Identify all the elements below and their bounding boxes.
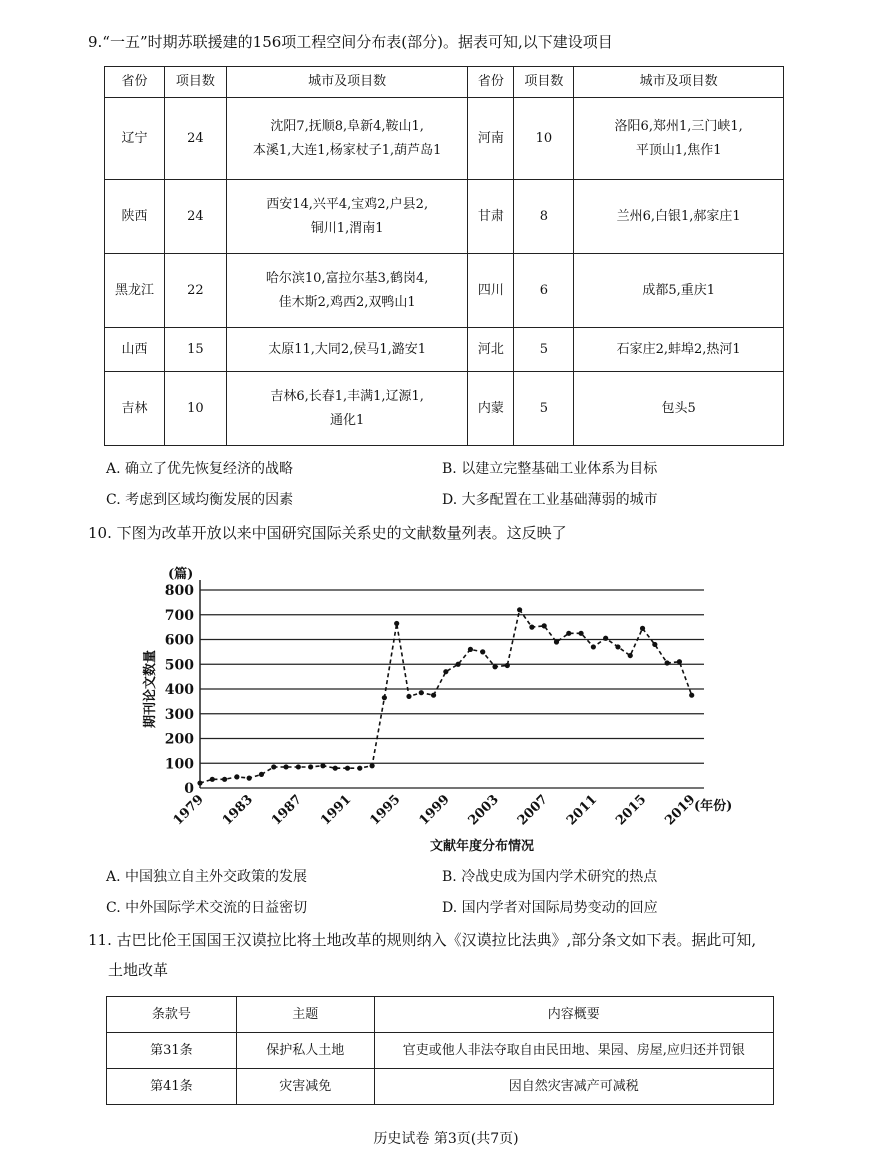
- x-tick-label: 1999: [416, 792, 453, 829]
- data-point: [259, 772, 264, 777]
- data-point: [542, 623, 547, 628]
- data-point: [222, 777, 227, 782]
- project-count-cell: [164, 328, 226, 372]
- x-tick-label: 2011: [563, 792, 601, 829]
- data-point: [296, 764, 301, 769]
- x-tick-label: 1995: [367, 792, 404, 829]
- cities-cell: [226, 180, 468, 254]
- project-count-cell-line: 22: [187, 282, 204, 298]
- data-point: [578, 631, 583, 636]
- province-cell-line: 陕西: [121, 208, 148, 224]
- q10-option-a[interactable]: A. 中国独立自主外交政策的发展: [106, 869, 308, 885]
- q10-option-b[interactable]: B. 冷战史成为国内学术研究的热点: [442, 869, 658, 885]
- province-cell-line: 四川: [477, 282, 504, 298]
- x-tick-label: 2003: [465, 792, 502, 829]
- province-cell: [468, 98, 514, 180]
- table-row: [105, 372, 784, 446]
- x-tick-label: 2007: [514, 792, 552, 829]
- y-tick-label: 800: [164, 583, 194, 599]
- q9-header-row: [105, 67, 784, 98]
- q11-stem: 11. 古巴比伦王国国王汉谟拉比将土地改革的规则纳入《汉谟拉比法典》,部分条文如下表。据此可知,: [88, 931, 757, 949]
- project-count-cell: [514, 328, 574, 372]
- data-point: [689, 693, 694, 698]
- y-tick-label: 200: [164, 731, 194, 748]
- table-row: [105, 328, 784, 372]
- province-cell-line: 山西: [121, 341, 148, 357]
- cities-cell-line: 沈阳7,抚顺8,阜新4,鞍山1,: [270, 118, 424, 134]
- data-point: [431, 693, 436, 698]
- cities-cell: [226, 98, 468, 180]
- q10-option-d[interactable]: D. 国内学者对国际局势变动的回应: [442, 900, 658, 916]
- project-count-cell-line: 5: [539, 400, 548, 416]
- province-cell: [468, 180, 514, 254]
- clause-topic: 保护私人土地: [236, 1033, 374, 1069]
- q9-option-a[interactable]: A. 确立了优先恢复经济的战略: [106, 461, 294, 477]
- data-point: [566, 631, 571, 636]
- cities-cell-line: 哈尔滨10,富拉尔基3,鹤岗4,: [265, 270, 429, 286]
- data-point: [652, 642, 657, 647]
- header-province: 省份: [468, 67, 514, 98]
- q11-header-row: [107, 997, 774, 1033]
- page-footer: 历史试卷 第3页(共7页): [373, 1131, 519, 1147]
- cities-cell-line: 本溪1,大连1,杨家杖子1,葫芦岛1: [252, 142, 442, 158]
- table-row: [107, 1069, 774, 1105]
- project-count-cell-line: 24: [187, 130, 204, 146]
- province-cell-line: 甘肃: [477, 208, 504, 224]
- data-point: [247, 776, 252, 781]
- cities-cell: [574, 180, 784, 254]
- x-tick-label: 1979: [170, 792, 207, 829]
- data-point: [283, 764, 288, 769]
- data-point: [480, 649, 485, 654]
- project-count-cell: [164, 98, 226, 180]
- x-tick-label: 2019: [662, 792, 699, 829]
- y-unit-label: (篇): [168, 567, 194, 582]
- header-topic: 主题: [236, 997, 374, 1033]
- q10-line-chart: [130, 552, 770, 862]
- clause-no: 第31条: [107, 1033, 237, 1069]
- data-point: [554, 639, 559, 644]
- q11-stem-continued: 土地改革: [108, 961, 169, 979]
- province-cell: [105, 254, 165, 328]
- data-point: [320, 763, 325, 768]
- project-count-cell-line: 10: [535, 130, 553, 146]
- cities-cell-line: 洛阳6,郑州1,三门峡1,: [614, 118, 743, 134]
- cities-cell-line: 平顶山1,焦作1: [635, 142, 722, 158]
- clause-content: 官吏或他人非法夺取自由民田地、果园、房屋,应归还并罚银: [374, 1033, 773, 1069]
- q10-stem: 10. 下图为改革开放以来中国研究国际关系史的文献数量列表。这反映了: [88, 524, 567, 542]
- data-point: [271, 764, 276, 769]
- project-count-cell: [164, 254, 226, 328]
- x-tick-label: 2015: [613, 792, 650, 829]
- data-point: [406, 694, 411, 699]
- data-point: [505, 663, 510, 668]
- q9-table: [104, 66, 784, 446]
- data-point: [591, 644, 596, 649]
- cities-cell-line: 兰州6,白银1,郝家庄1: [616, 208, 741, 224]
- data-point: [333, 766, 338, 771]
- clause-content: 因自然灾害减产可减税: [374, 1069, 773, 1105]
- y-tick-label: 600: [164, 632, 194, 649]
- province-cell-line: 河北: [477, 341, 504, 357]
- data-point: [308, 764, 313, 769]
- q9-option-b[interactable]: B. 以建立完整基础工业体系为目标: [442, 461, 658, 477]
- project-count-cell-line: 6: [539, 282, 548, 298]
- header-count: 项目数: [164, 67, 226, 98]
- q9-option-c[interactable]: C. 考虑到区域均衡发展的因素: [106, 492, 294, 508]
- data-point: [419, 690, 424, 695]
- cities-cell-line: 铜川1,渭南1: [310, 220, 384, 236]
- data-point: [492, 664, 497, 669]
- province-cell: [468, 328, 514, 372]
- x-tick-label: 1983: [219, 792, 256, 829]
- data-point: [382, 695, 387, 700]
- cities-cell: [574, 328, 784, 372]
- cities-cell-line: 吉林6,长春1,丰满1,辽源1,: [270, 388, 424, 404]
- q9-stem: 9.“一五”时期苏联援建的156项工程空间分布表(部分)。据表可知,以下建设项目: [88, 33, 613, 51]
- header-content: 内容概要: [374, 997, 773, 1033]
- province-cell: [468, 254, 514, 328]
- y-tick-label: 400: [164, 682, 194, 698]
- table-row: [105, 254, 784, 328]
- data-point: [677, 659, 682, 664]
- data-point: [665, 660, 670, 665]
- cities-cell-line: 成都5,重庆1: [642, 282, 715, 298]
- data-point: [234, 774, 239, 779]
- project-count-cell: [514, 98, 574, 180]
- cities-cell-line: 包头5: [661, 400, 696, 416]
- x-tick-label: 1987: [268, 792, 306, 829]
- q9-option-d[interactable]: D. 大多配置在工业基础薄弱的城市: [442, 492, 658, 508]
- clause-topic: 灾害减免: [236, 1069, 374, 1105]
- x-axis-label: (年份): [694, 799, 733, 814]
- data-point: [394, 621, 399, 626]
- data-point: [468, 647, 473, 652]
- cities-cell: [226, 328, 468, 372]
- province-cell-line: 辽宁: [121, 130, 148, 146]
- data-point: [197, 780, 202, 785]
- province-cell: [105, 372, 165, 446]
- data-point: [603, 636, 608, 641]
- project-count-cell-line: 24: [187, 208, 204, 224]
- x-tick-label: 1991: [318, 792, 355, 829]
- series-line: [200, 610, 692, 783]
- data-point: [529, 625, 534, 630]
- province-cell-line: 内蒙: [477, 400, 504, 416]
- cities-cell: [574, 98, 784, 180]
- data-point: [369, 763, 374, 768]
- data-point: [210, 777, 215, 782]
- cities-cell: [226, 254, 468, 328]
- province-cell: [105, 328, 165, 372]
- y-tick-label: 500: [164, 657, 194, 674]
- clause-no: 第41条: [107, 1069, 237, 1105]
- data-point: [357, 766, 362, 771]
- q11-table: [106, 996, 774, 1105]
- province-cell-line: 吉林: [121, 400, 148, 416]
- cities-cell-line: 佳木斯2,鸡西2,双鸭山1: [278, 294, 416, 310]
- province-cell-line: 河南: [477, 130, 504, 146]
- province-cell: [468, 372, 514, 446]
- table-row: [107, 1033, 774, 1069]
- cities-cell: [226, 372, 468, 446]
- data-point: [628, 653, 633, 658]
- table-row: [105, 180, 784, 254]
- y-tick-label: 100: [164, 756, 194, 773]
- province-cell: [105, 180, 165, 254]
- y-tick-label: 300: [164, 706, 194, 723]
- data-point: [456, 662, 461, 667]
- y-axis-label: 期刊论文数量: [143, 649, 158, 729]
- header-clause-no: 条款号: [107, 997, 237, 1033]
- project-count-cell: [164, 372, 226, 446]
- data-point: [640, 626, 645, 631]
- y-tick-label: 0: [184, 781, 194, 797]
- data-point: [443, 669, 448, 674]
- project-count-cell-line: 10: [187, 400, 204, 416]
- cities-cell-line: 通化1: [330, 412, 365, 428]
- province-cell: [105, 98, 165, 180]
- header-count: 项目数: [514, 67, 574, 98]
- header-cities: 城市及项目数: [574, 67, 784, 98]
- cities-cell: [574, 254, 784, 328]
- project-count-cell-line: 5: [539, 341, 548, 357]
- project-count-cell-line: 15: [187, 341, 204, 357]
- table-row: [105, 98, 784, 180]
- cities-cell-line: 太原11,大同2,侯马1,潞安1: [268, 341, 427, 357]
- data-point: [517, 607, 522, 612]
- header-cities: 城市及项目数: [226, 67, 468, 98]
- data-point: [615, 644, 620, 649]
- cities-cell: [574, 372, 784, 446]
- project-count-cell-line: 8: [539, 208, 548, 224]
- cities-cell-line: 西安14,兴平4,宝鸡2,户县2,: [266, 196, 429, 212]
- project-count-cell: [514, 180, 574, 254]
- data-point: [345, 766, 350, 771]
- q10-option-c[interactable]: C. 中外国际学术交流的日益密切: [106, 900, 308, 916]
- cities-cell-line: 石家庄2,蚌埠2,热河1: [616, 341, 741, 357]
- project-count-cell: [514, 372, 574, 446]
- chart-title: 文献年度分布情况: [429, 839, 535, 854]
- project-count-cell: [514, 254, 574, 328]
- header-province: 省份: [105, 67, 165, 98]
- province-cell-line: 黑龙江: [114, 282, 154, 298]
- y-tick-label: 700: [164, 607, 194, 624]
- project-count-cell: [164, 180, 226, 254]
